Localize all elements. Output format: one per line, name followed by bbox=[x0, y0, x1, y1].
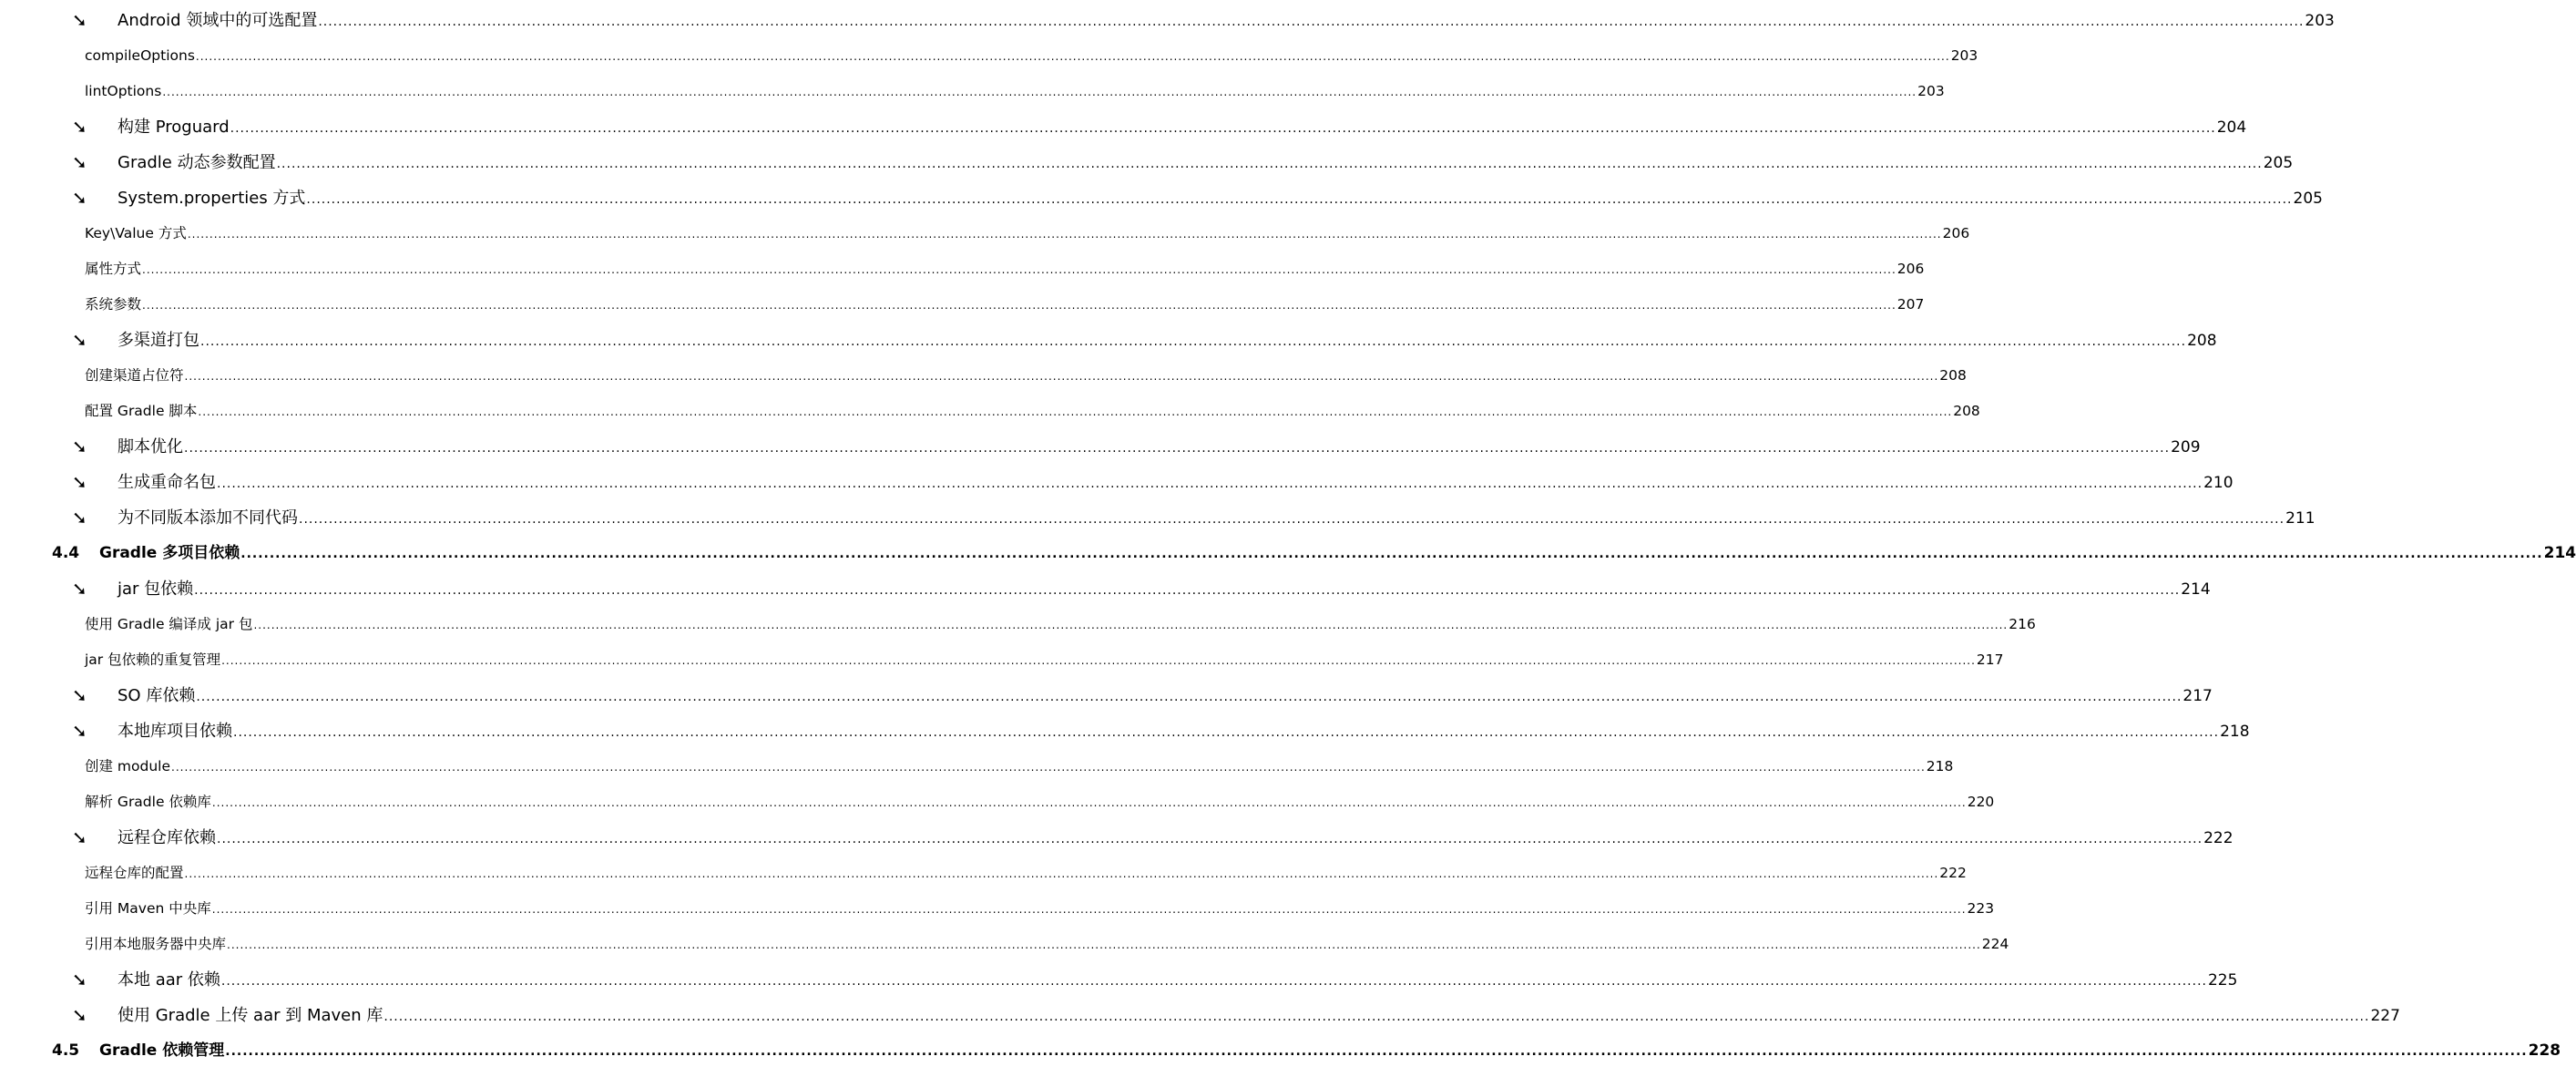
toc-entry-bullet[interactable] bbox=[0, 323, 2217, 358]
dot-leader: ................................................................................................................................................................................................................................................................................................................................................................................................................ bbox=[225, 1044, 2528, 1059]
arrow-down-right-icon: ➘ bbox=[72, 436, 87, 457]
arrow-down-right-icon: ➘ bbox=[72, 471, 87, 493]
dot-leader: ................................................................................................................................................................................................................................................................................................................................................................................................................ bbox=[195, 50, 1950, 63]
dot-leader: ................................................................................................................................................................................................................................................................................................................................................................................................................ bbox=[240, 547, 2543, 561]
toc-entry-bullet[interactable] bbox=[0, 109, 2247, 145]
toc-page-number: 222 bbox=[2203, 829, 2234, 847]
dot-leader: ................................................................................................................................................................................................................................................................................................................................................................................................................ bbox=[221, 654, 1976, 667]
toc-page-number: 222 bbox=[1939, 865, 1967, 881]
toc-page-number: 220 bbox=[1967, 794, 1995, 810]
toc-entry-title: 脚本优化 bbox=[118, 437, 183, 456]
dot-leader: ................................................................................................................................................................................................................................................................................................................................................................................................................ bbox=[196, 690, 2182, 704]
toc-entry-title: compileOptions bbox=[85, 47, 195, 64]
dot-leader: ................................................................................................................................................................................................................................................................................................................................................................................................................ bbox=[227, 939, 1981, 951]
toc-entry-title: 远程仓库的配置 bbox=[85, 865, 184, 881]
toc-entry-title: 远程仓库依赖 bbox=[118, 828, 216, 847]
toc-entry-bullet[interactable] bbox=[0, 998, 2400, 1033]
toc-entry-title: 多渠道打包 bbox=[118, 331, 199, 350]
dot-leader: ................................................................................................................................................................................................................................................................................................................................................................................................................ bbox=[184, 370, 1939, 383]
toc-entry-title: 使用 Gradle 编译成 jar 包 bbox=[85, 616, 253, 632]
toc-entry-sub[interactable] bbox=[0, 74, 1945, 109]
toc-entry-title: 引用本地服务器中央库 bbox=[85, 936, 227, 952]
toc-page-number: 204 bbox=[2216, 118, 2247, 137]
toc-entry-title: 使用 Gradle 上传 aar 到 Maven 库 bbox=[118, 1006, 383, 1025]
toc-entry-section[interactable] bbox=[0, 1033, 2561, 1069]
toc-page-number: 218 bbox=[1926, 758, 1954, 774]
toc-entry-title: 本地 aar 依赖 bbox=[118, 970, 220, 990]
toc-page-number: 228 bbox=[2528, 1041, 2561, 1060]
toc-entry-sub[interactable] bbox=[0, 251, 1925, 287]
toc-entry-title: 引用 Maven 中央库 bbox=[85, 900, 211, 917]
toc-entry-title: 构建 Proguard bbox=[118, 118, 230, 137]
toc-page-number: 210 bbox=[2203, 474, 2234, 492]
toc-entry-title bbox=[52, 1033, 225, 1069]
dot-leader: ................................................................................................................................................................................................................................................................................................................................................................................................................ bbox=[211, 796, 1967, 809]
toc-entry-sub[interactable] bbox=[0, 607, 2036, 642]
toc-entry-bullet[interactable] bbox=[0, 3, 2335, 38]
toc-entry-title: 系统参数 bbox=[85, 296, 142, 313]
dot-leader: ................................................................................................................................................................................................................................................................................................................................................................................................................ bbox=[230, 121, 2216, 136]
toc-page-number: 203 bbox=[1917, 83, 1945, 99]
toc-entry-title: jar 包依赖的重复管理 bbox=[85, 651, 221, 668]
toc-entry-title bbox=[52, 536, 240, 571]
toc-entry-sub[interactable] bbox=[0, 856, 1967, 891]
toc-entry-sub[interactable] bbox=[0, 785, 1995, 820]
arrow-down-right-icon: ➘ bbox=[72, 9, 87, 31]
arrow-down-right-icon: ➘ bbox=[72, 116, 87, 138]
toc-entry-sub[interactable] bbox=[0, 394, 1980, 429]
toc-page-number: 208 bbox=[2187, 332, 2217, 350]
dot-leader: ................................................................................................................................................................................................................................................................................................................................................................................................................ bbox=[184, 441, 2171, 456]
dot-leader: ................................................................................................................................................................................................................................................................................................................................................................................................................ bbox=[299, 512, 2285, 527]
toc-page-number: 211 bbox=[2285, 509, 2315, 528]
toc-entry-bullet[interactable] bbox=[0, 465, 2234, 500]
toc-entry-sub[interactable] bbox=[0, 216, 1970, 251]
dot-leader: ................................................................................................................................................................................................................................................................................................................................................................................................................ bbox=[276, 157, 2263, 171]
section-number: 4.5 bbox=[52, 1041, 80, 1060]
toc-page-number: 218 bbox=[2220, 723, 2250, 741]
dot-leader: ................................................................................................................................................................................................................................................................................................................................................................................................................ bbox=[383, 1010, 2370, 1024]
toc-entry-title: 生成重命名包 bbox=[118, 473, 216, 492]
toc-page-number: 205 bbox=[2263, 154, 2294, 172]
toc-entry-title: 配置 Gradle 脚本 bbox=[85, 403, 198, 419]
toc-entry-title: System.properties 方式 bbox=[118, 189, 306, 208]
dot-leader: ................................................................................................................................................................................................................................................................................................................................................................................................................ bbox=[211, 903, 1967, 916]
dot-leader: ................................................................................................................................................................................................................................................................................................................................................................................................................ bbox=[198, 405, 1953, 418]
arrow-down-right-icon: ➘ bbox=[72, 329, 87, 351]
toc-entry-title: lintOptions bbox=[85, 83, 162, 99]
dot-leader: ................................................................................................................................................................................................................................................................................................................................................................................................................ bbox=[142, 263, 1896, 276]
toc-entry-bullet[interactable] bbox=[0, 820, 2234, 856]
toc-page-number: 214 bbox=[2181, 580, 2211, 599]
toc-entry-title: Android 领域中的可选配置 bbox=[118, 11, 318, 30]
toc-entry-sub[interactable] bbox=[0, 287, 1925, 323]
section-number: 4.4 bbox=[52, 544, 80, 562]
toc-entry-bullet[interactable] bbox=[0, 180, 2323, 216]
arrow-down-right-icon: ➘ bbox=[72, 969, 87, 990]
toc-page-number: 209 bbox=[2171, 438, 2201, 456]
toc-entry-section[interactable] bbox=[0, 536, 2576, 571]
toc-entry-sub[interactable] bbox=[0, 358, 1967, 394]
toc-entry-title: 解析 Gradle 依赖库 bbox=[85, 794, 211, 810]
dot-leader: ................................................................................................................................................................................................................................................................................................................................................................................................................ bbox=[217, 477, 2203, 491]
toc-page-number: 207 bbox=[1896, 296, 1925, 313]
dot-leader: ................................................................................................................................................................................................................................................................................................................................................................................................................ bbox=[233, 725, 2220, 740]
toc-entry-bullet[interactable] bbox=[0, 713, 2250, 749]
toc-entry-title: jar 包依赖 bbox=[118, 580, 194, 599]
dot-leader: ................................................................................................................................................................................................................................................................................................................................................................................................................ bbox=[194, 583, 2181, 598]
arrow-down-right-icon: ➘ bbox=[72, 507, 87, 528]
toc-entry-title: Key\Value 方式 bbox=[85, 225, 187, 241]
toc-entry-sub[interactable] bbox=[0, 38, 1978, 74]
dot-leader: ................................................................................................................................................................................................................................................................................................................................................................................................................ bbox=[306, 192, 2293, 207]
toc-page-number: 206 bbox=[1942, 225, 1970, 241]
dot-leader: ................................................................................................................................................................................................................................................................................................................................................................................................................ bbox=[184, 867, 1939, 880]
toc-entry-bullet[interactable] bbox=[0, 145, 2294, 180]
dot-leader: ................................................................................................................................................................................................................................................................................................................................................................................................................ bbox=[253, 619, 2009, 631]
arrow-down-right-icon: ➘ bbox=[72, 151, 87, 173]
arrow-down-right-icon: ➘ bbox=[72, 1004, 87, 1026]
arrow-down-right-icon: ➘ bbox=[72, 826, 87, 848]
toc-page-number: 214 bbox=[2543, 544, 2576, 562]
section-title: Gradle 依赖管理 bbox=[99, 1041, 225, 1060]
toc-page-number: 224 bbox=[1981, 936, 2009, 952]
toc-page-number: 203 bbox=[2305, 12, 2335, 30]
toc-entry-title: 创建渠道占位符 bbox=[85, 367, 184, 384]
dot-leader: ................................................................................................................................................................................................................................................................................................................................................................................................................ bbox=[162, 86, 1917, 98]
toc-page-number: 205 bbox=[2293, 190, 2323, 208]
toc-page-number: 216 bbox=[2009, 616, 2036, 632]
toc-page-number: 225 bbox=[2207, 971, 2238, 990]
toc-page-number: 227 bbox=[2370, 1007, 2400, 1025]
dot-leader: ................................................................................................................................................................................................................................................................................................................................................................................................................ bbox=[318, 15, 2305, 29]
toc-entry-bullet[interactable] bbox=[0, 571, 2211, 607]
dot-leader: ................................................................................................................................................................................................................................................................................................................................................................................................................ bbox=[142, 299, 1896, 312]
dot-leader: ................................................................................................................................................................................................................................................................................................................................................................................................................ bbox=[217, 832, 2203, 846]
toc-entry-sub[interactable] bbox=[0, 891, 1995, 927]
toc-page-number: 203 bbox=[1950, 47, 1978, 64]
toc-page-number: 217 bbox=[2182, 687, 2213, 705]
toc-entry-title: Gradle 动态参数配置 bbox=[118, 153, 276, 172]
toc-page-number: 217 bbox=[1976, 651, 2004, 668]
toc-entry-bullet[interactable] bbox=[0, 500, 2315, 536]
dot-leader: ................................................................................................................................................................................................................................................................................................................................................................................................................ bbox=[220, 974, 2207, 989]
toc-entry-bullet[interactable] bbox=[0, 962, 2238, 998]
toc-entry-title: SO 库依赖 bbox=[118, 686, 196, 705]
toc-page-number: 208 bbox=[1939, 367, 1967, 384]
toc-entry-sub[interactable] bbox=[0, 749, 1954, 785]
arrow-down-right-icon: ➘ bbox=[72, 684, 87, 706]
dot-leader: ................................................................................................................................................................................................................................................................................................................................................................................................................ bbox=[187, 228, 1942, 241]
arrow-down-right-icon: ➘ bbox=[72, 720, 87, 742]
dot-leader: ................................................................................................................................................................................................................................................................................................................................................................................................................ bbox=[171, 761, 1926, 774]
toc-entry-title: 为不同版本添加不同代码 bbox=[118, 508, 298, 528]
section-title: Gradle 多项目依赖 bbox=[99, 544, 240, 562]
arrow-down-right-icon: ➘ bbox=[72, 578, 87, 600]
toc-entry-bullet[interactable] bbox=[0, 429, 2201, 465]
toc-entry-sub[interactable] bbox=[0, 927, 2009, 962]
toc-entry-title: 本地库项目依赖 bbox=[118, 722, 232, 741]
arrow-down-right-icon: ➘ bbox=[72, 187, 87, 209]
toc-entry-sub[interactable] bbox=[0, 642, 2004, 678]
dot-leader: ................................................................................................................................................................................................................................................................................................................................................................................................................ bbox=[200, 334, 2187, 349]
table-of-contents bbox=[0, 3, 2576, 1069]
toc-entry-title: 创建 module bbox=[85, 758, 171, 774]
toc-entry-title: 属性方式 bbox=[85, 261, 142, 277]
toc-page-number: 223 bbox=[1967, 900, 1995, 917]
toc-page-number: 206 bbox=[1896, 261, 1925, 277]
toc-entry-bullet[interactable] bbox=[0, 678, 2213, 713]
toc-page-number: 208 bbox=[1953, 403, 1980, 419]
